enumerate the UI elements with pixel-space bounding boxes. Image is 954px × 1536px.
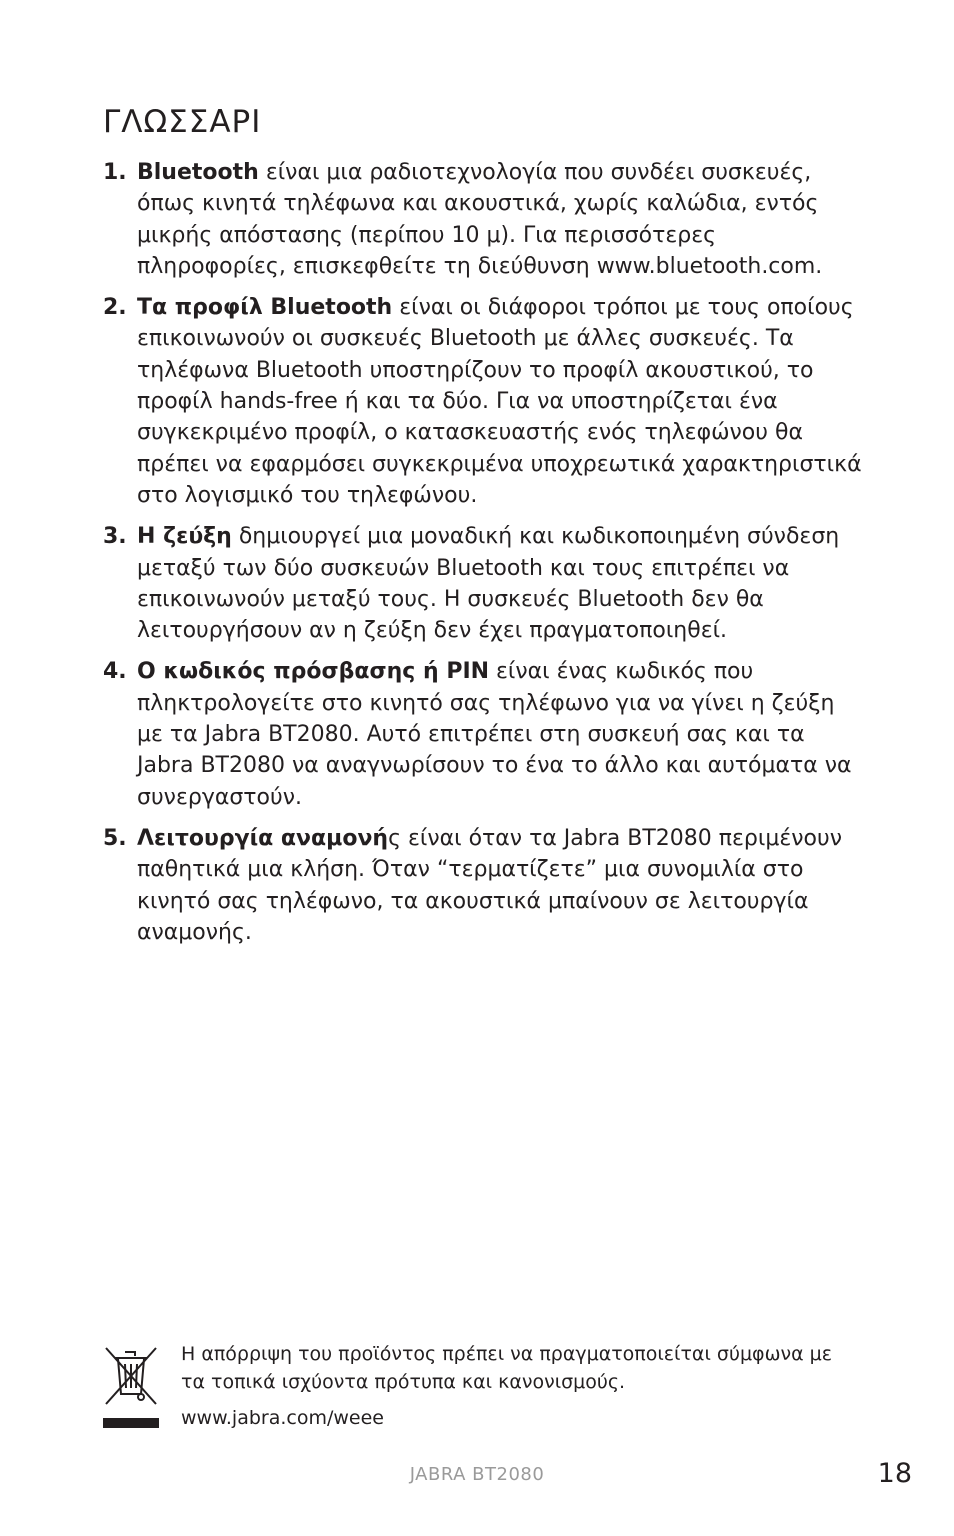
item-description: είναι ένας κωδικός που πληκτρολογείτε στο κινητό σας τηλέφωνο για να γίνει η ζεύξη με τα Jabra BT2080. Αυτό επιτρέπει στη συσκευή σας και τα Jabra BT2080 να αναγνωρίσουν το ένα το άλλο και αυτόματα να συνεργαστούν.: [137, 659, 852, 810]
item-term: Τα προφίλ Bluetooth: [137, 295, 393, 321]
weee-crossed-bin-icon: [103, 1342, 159, 1430]
item-number: 5.: [103, 825, 127, 851]
page-number: 18: [877, 1458, 912, 1489]
item-number: 3.: [103, 524, 127, 550]
item-description: είναι μια ραδιοτεχνολογία που συνδέει συσκευές, όπως κινητά τηλέφωνα και ακουστικά, χωρίς καλώδια, εντός μικρής απόστασης (περίπου 10 μ). Για περισσότερες πληροφορίες, επισκεφθείτε τη διεύθυνση www.bluetooth.com.: [137, 160, 823, 279]
glossary-item: [103, 656, 863, 812]
item-term: Bluetooth: [137, 160, 259, 185]
item-term: Ο κωδικός πρόσβασης ή PIN: [137, 659, 490, 685]
item-description: ς είναι όταν τα Jabra BT2080 περιμένουν παθητικά μια κλήση. Όταν “τερματίζετε” μια συνομιλία στο κινητό σας τηλέφωνο, τα ακουστικά μπαίνουν σε λειτουργία αναμονής.: [137, 825, 842, 945]
weee-url: www.jabra.com/weee: [181, 1407, 384, 1429]
glossary-list: [103, 157, 863, 958]
glossary-item: [103, 292, 863, 511]
glossary-item: [103, 521, 863, 646]
item-description: δημιουργεί μια μοναδική και κωδικοποιημένη σύνδεση μεταξύ των δύο συσκευών Bluetooth και τους επιτρέπει να επικοινωνούν μεταξύ τους. Η συσκευές Bluetooth δεν θα λειτουργήσουν αν η ζεύξη δεν έχει πραγματοποιηθεί.: [137, 524, 840, 644]
item-description: είναι οι διάφοροι τρόποι με τους οποίους επικοινωνούν οι συσκευές Bluetooth με άλλες συσκευές. Τα τηλέφωνα Bluetooth υποστηρίζουν το προφίλ ακουστικού, το προφίλ hands-free ή και τα δύο. Για να υποστηρίζεται ένα συγκεκριμένο προφίλ, ο κατασκευαστής ενός τηλεφώνου θα πρέπει να εφαρμόσει συγκεκριμένα υποχρεωτικά χαρακτηριστικά στο λογισμικό του τηλεφώνου.: [137, 295, 862, 508]
item-term: Λειτουργία αναμονή: [137, 825, 389, 851]
glossary-item: [103, 823, 863, 948]
disposal-text: Η απόρριψη του προϊόντος πρέπει να πραγματοποιείται σύμφωνα με τα τοπικά ισχύοντα πρότυπα και κανονισμούς.: [181, 1343, 833, 1393]
glossary-item: [103, 157, 863, 282]
product-name: JABRA BT2080: [409, 1464, 545, 1485]
item-number: 4.: [103, 659, 127, 685]
item-number: 1.: [103, 160, 127, 185]
page-title: ΓΛΩΣΣΑΡΙ: [103, 104, 262, 140]
item-number: 2.: [103, 295, 127, 321]
item-term: Η ζεύξη: [137, 524, 232, 550]
